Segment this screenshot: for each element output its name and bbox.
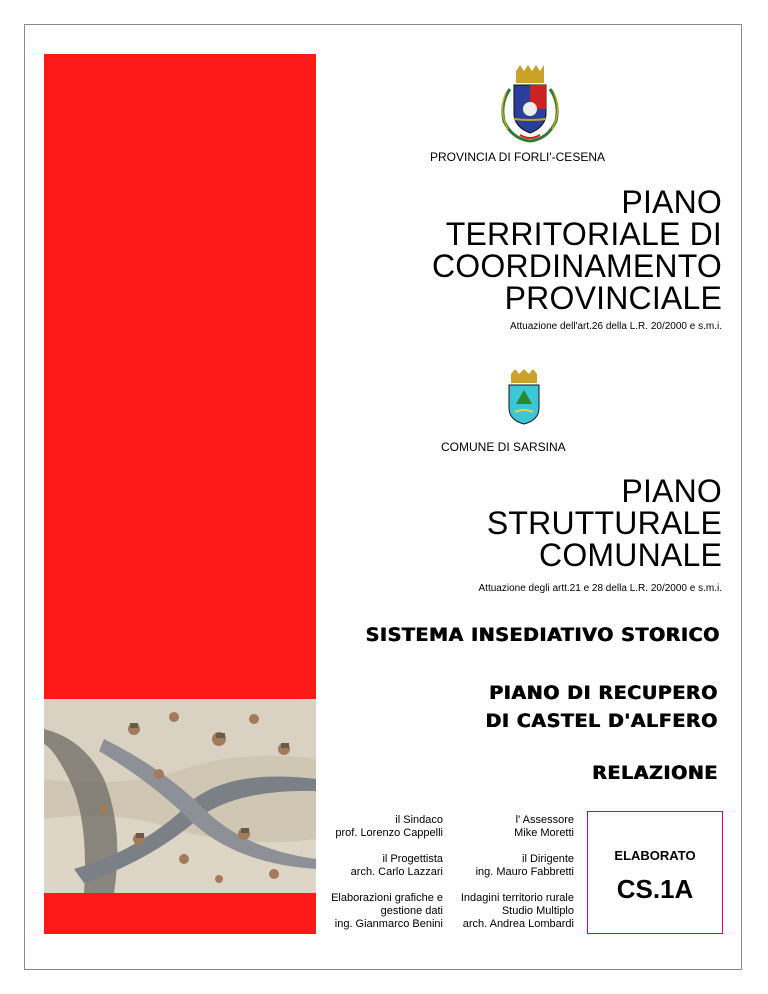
- credit-elaborazioni: [310, 892, 443, 931]
- sistema-heading: SISTEMA INSEDIATIVO STORICO: [365, 624, 720, 646]
- relazione-heading: RELAZIONE: [592, 762, 718, 784]
- credit-assessore: [446, 814, 574, 840]
- psc-title-line: COMUNALE: [539, 537, 722, 573]
- credit-dirigente: [446, 853, 574, 879]
- credit-role: il Progettista: [382, 853, 443, 865]
- credit-person: Mike Moretti: [514, 827, 574, 839]
- elaborato-label: ELABORATO: [614, 848, 696, 863]
- piano-recupero-line: PIANO DI RECUPERO: [489, 682, 718, 704]
- psc-title-line: STRUTTURALE: [486, 505, 722, 541]
- provincia-name: PROVINCIA DI FORLI'-CESENA: [430, 150, 605, 164]
- ptcp-title-line: TERRITORIALE DI: [445, 216, 722, 252]
- provincia-crest-logo: [496, 63, 564, 143]
- elaborato-box: [587, 811, 723, 934]
- elaborato-code: CS.1A: [616, 874, 694, 904]
- piano-recupero-heading: [486, 679, 718, 735]
- credit-indagini: [446, 892, 574, 931]
- historic-map-image: [44, 699, 316, 893]
- comune-name: COMUNE DI SARSINA: [441, 440, 566, 454]
- credit-progettista: [313, 853, 443, 879]
- credit-sindaco: [313, 814, 443, 840]
- credit-role: Indagini territorio rurale: [460, 892, 574, 904]
- credit-person: ing. Gianmarco Benini: [334, 918, 443, 930]
- credit-person: arch. Carlo Lazzari: [350, 866, 443, 878]
- credit-role-2: gestione dati: [380, 905, 443, 917]
- ptcp-note: Attuazione dell'art.26 della L.R. 20/2000 e s.m.i.: [509, 321, 722, 332]
- credit-role: il Sindaco: [395, 814, 443, 826]
- credit-role: l' Assessore: [515, 814, 574, 826]
- credit-person: prof. Lorenzo Cappelli: [335, 827, 443, 839]
- ptcp-title-line: COORDINAMENTO: [431, 248, 722, 284]
- psc-note: Attuazione degli artt.21 e 28 della L.R. 20/2000 e s.m.i.: [478, 583, 722, 594]
- ptcp-title-line: PROVINCIALE: [504, 280, 722, 316]
- red-band: [44, 54, 316, 699]
- psc-title: [487, 475, 722, 571]
- credit-role-2: Studio Multiplo: [501, 905, 574, 917]
- ptcp-title: [432, 186, 722, 314]
- comune-crest-logo: [503, 368, 545, 426]
- credit-role: il Dirigente: [522, 853, 574, 865]
- credit-person: ing. Mauro Fabbretti: [475, 866, 574, 878]
- piano-recupero-line: DI CASTEL D'ALFERO: [485, 710, 718, 732]
- red-band-bottom: [44, 893, 316, 934]
- ptcp-title-line: PIANO: [621, 184, 722, 220]
- psc-title-line: PIANO: [621, 473, 722, 509]
- credit-person: arch. Andrea Lombardi: [462, 918, 574, 930]
- credit-role: Elaborazioni grafiche e: [331, 892, 443, 904]
